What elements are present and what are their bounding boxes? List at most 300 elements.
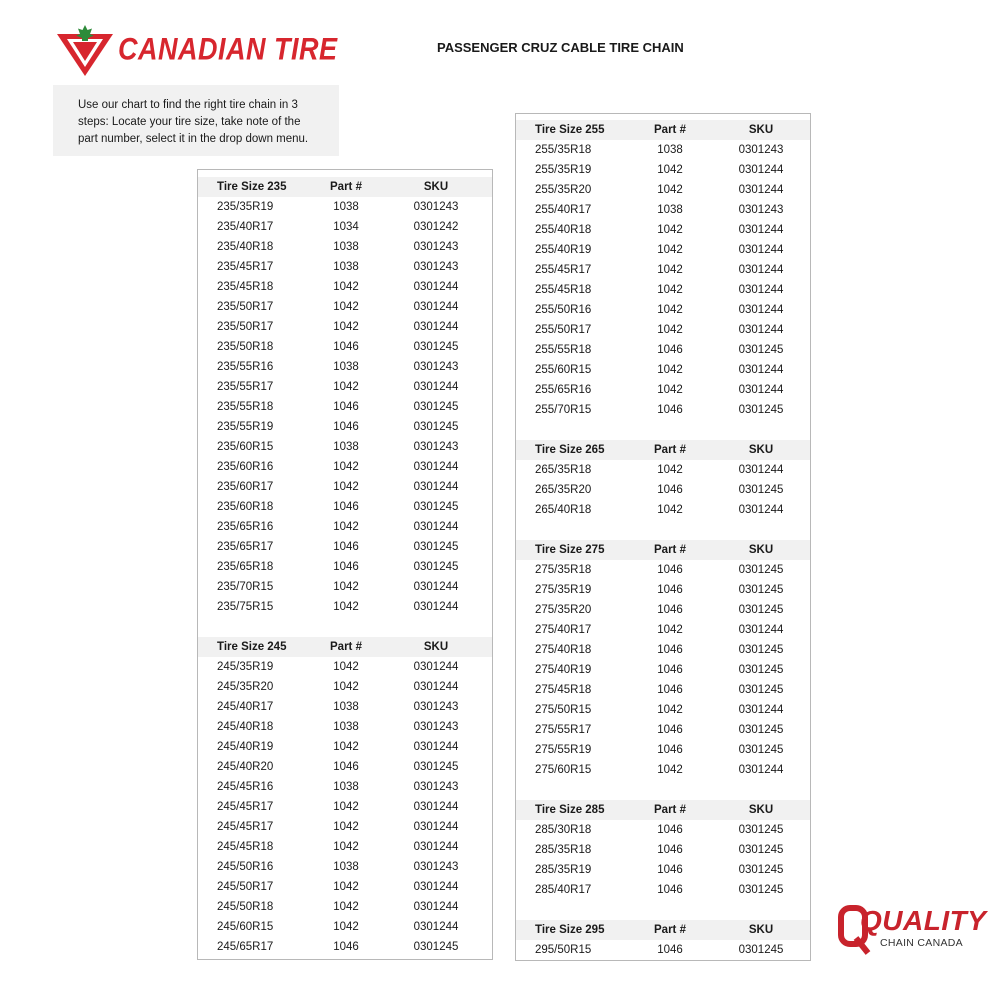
sku-cell: 0301244: [413, 681, 459, 693]
table-row: [516, 140, 810, 160]
tire-size-cell: 285/40R17: [535, 884, 592, 896]
tire-size-cell: 245/45R17: [217, 821, 274, 833]
tire-size-cell: 255/45R18: [535, 284, 592, 296]
sku-cell: 0301244: [738, 184, 784, 196]
table-row: [198, 317, 492, 337]
part-number-cell: 1042: [657, 184, 683, 196]
table-header-row: [516, 540, 810, 560]
header-part-number: Part #: [654, 124, 686, 136]
header-tire-size: Tire Size 285: [535, 804, 605, 816]
table-row: [198, 697, 492, 717]
sku-cell: 0301245: [738, 944, 784, 956]
part-number-cell: 1046: [333, 501, 359, 513]
part-number-cell: 1042: [657, 704, 683, 716]
table-row: [198, 717, 492, 737]
table-row: [516, 480, 810, 500]
tire-size-cell: 235/60R16: [217, 461, 274, 473]
tire-size-cell: 245/45R18: [217, 841, 274, 853]
table-row: [198, 297, 492, 317]
sku-cell: 0301245: [413, 341, 459, 353]
table-row: [516, 180, 810, 200]
tire-size-cell: 275/60R15: [535, 764, 592, 776]
tire-size-cell: 275/55R19: [535, 744, 592, 756]
sku-cell: 0301245: [738, 664, 784, 676]
sku-cell: 0301245: [413, 761, 459, 773]
tire-size-cell: 245/50R18: [217, 901, 274, 913]
instructions-text: Use our chart to find the right tire chain in 3 steps: Locate your tire size, take note of the part number, select it in the drop down menu.: [78, 99, 309, 145]
part-number-cell: 1042: [333, 801, 359, 813]
table-row: [516, 460, 810, 480]
tire-size-cell: 255/50R17: [535, 324, 592, 336]
tire-size-cell: 255/40R18: [535, 224, 592, 236]
part-number-cell: 1042: [333, 881, 359, 893]
table-row: [516, 320, 810, 340]
table-row: [516, 660, 810, 680]
table-row: [516, 400, 810, 420]
tire-size-cell: 235/40R17: [217, 221, 274, 233]
sku-cell: 0301243: [413, 361, 459, 373]
table-row: [198, 857, 492, 877]
part-number-cell: 1046: [657, 484, 683, 496]
part-number-cell: 1042: [333, 601, 359, 613]
tire-size-cell: 245/35R19: [217, 661, 274, 673]
sku-cell: 0301244: [413, 461, 459, 473]
sku-cell: 0301245: [738, 584, 784, 596]
partner-name: QUALITY: [860, 905, 987, 936]
tire-size-cell: 235/55R19: [217, 421, 274, 433]
tire-size-cell: 235/70R15: [217, 581, 274, 593]
part-number-cell: 1046: [333, 941, 359, 953]
part-number-cell: 1046: [657, 644, 683, 656]
sku-cell: 0301245: [738, 484, 784, 496]
sku-cell: 0301244: [413, 821, 459, 833]
sku-cell: 0301245: [738, 564, 784, 576]
part-number-cell: 1046: [657, 824, 683, 836]
tire-size-cell: 275/35R18: [535, 564, 592, 576]
part-number-cell: 1042: [333, 281, 359, 293]
tire-size-cell: 235/55R17: [217, 381, 274, 393]
tire-size-cell: 255/35R19: [535, 164, 592, 176]
tire-size-cell: 255/45R17: [535, 264, 592, 276]
part-number-cell: 1042: [657, 504, 683, 516]
part-number-cell: 1046: [333, 421, 359, 433]
sku-cell: 0301245: [738, 744, 784, 756]
tire-size-cell: 275/35R20: [535, 604, 592, 616]
table-row: [516, 500, 810, 520]
table-row: [198, 777, 492, 797]
header-tire-size: Tire Size 265: [535, 444, 605, 456]
tire-size-cell: 275/55R17: [535, 724, 592, 736]
table-header-row: [516, 440, 810, 460]
part-number-cell: 1038: [333, 241, 359, 253]
part-number-cell: 1042: [657, 224, 683, 236]
part-number-cell: 1038: [333, 261, 359, 273]
page-title: PASSENGER CRUZ CABLE TIRE CHAIN: [437, 40, 684, 55]
canadian-tire-logo: [55, 24, 338, 80]
part-number-cell: 1046: [657, 584, 683, 596]
table-row: [198, 397, 492, 417]
table-header-row: [516, 920, 810, 940]
part-number-cell: 1046: [333, 401, 359, 413]
sku-cell: 0301244: [413, 381, 459, 393]
part-number-cell: 1038: [333, 201, 359, 213]
part-number-cell: 1042: [333, 901, 359, 913]
sku-cell: 0301245: [413, 501, 459, 513]
sku-cell: 0301244: [413, 301, 459, 313]
part-number-cell: 1046: [333, 561, 359, 573]
part-number-cell: 1042: [333, 581, 359, 593]
sku-cell: 0301244: [413, 661, 459, 673]
table-row: [198, 337, 492, 357]
sku-cell: 0301244: [738, 504, 784, 516]
table-row: [198, 197, 492, 217]
header-tire-size: Tire Size 275: [535, 544, 605, 556]
table-row: [198, 577, 492, 597]
tire-size-cell: 245/40R18: [217, 721, 274, 733]
tire-size-cell: 245/35R20: [217, 681, 274, 693]
tire-size-cell: 235/65R16: [217, 521, 274, 533]
table-row: [516, 840, 810, 860]
part-number-cell: 1042: [333, 521, 359, 533]
tire-size-cell: 255/40R17: [535, 204, 592, 216]
part-number-cell: 1046: [657, 564, 683, 576]
sku-cell: 0301244: [738, 304, 784, 316]
part-number-cell: 1042: [333, 461, 359, 473]
table-row: [198, 757, 492, 777]
size-table-right: [515, 113, 811, 961]
tire-size-cell: 255/35R18: [535, 144, 592, 156]
tire-size-cell: 245/45R17: [217, 801, 274, 813]
sku-cell: 0301243: [413, 201, 459, 213]
sku-cell: 0301244: [738, 264, 784, 276]
sku-cell: 0301243: [738, 144, 784, 156]
sku-cell: 0301244: [738, 244, 784, 256]
header-part-number: Part #: [654, 544, 686, 556]
table-row: [198, 657, 492, 677]
table-row: [198, 597, 492, 617]
table-row: [516, 880, 810, 900]
tire-size-cell: 235/65R18: [217, 561, 274, 573]
tire-size-cell: 235/40R18: [217, 241, 274, 253]
tire-size-cell: 235/50R18: [217, 341, 274, 353]
sku-cell: 0301245: [413, 421, 459, 433]
part-number-cell: 1038: [333, 361, 359, 373]
table-row: [516, 220, 810, 240]
table-row: [516, 720, 810, 740]
table-gap: [516, 780, 810, 800]
tire-size-cell: 275/50R15: [535, 704, 592, 716]
sku-cell: 0301245: [738, 884, 784, 896]
sku-cell: 0301243: [413, 701, 459, 713]
sku-cell: 0301244: [738, 164, 784, 176]
table-row: [198, 377, 492, 397]
table-row: [198, 937, 492, 957]
part-number-cell: 1042: [657, 384, 683, 396]
part-number-cell: 1046: [657, 684, 683, 696]
sku-cell: 0301244: [738, 224, 784, 236]
tire-size-cell: 275/40R18: [535, 644, 592, 656]
part-number-cell: 1042: [657, 764, 683, 776]
size-table-left: [197, 169, 493, 960]
sku-cell: 0301243: [413, 441, 459, 453]
part-number-cell: 1042: [333, 381, 359, 393]
sku-cell: 0301244: [413, 481, 459, 493]
header-part-number: Part #: [330, 641, 362, 653]
tire-size-cell: 255/50R16: [535, 304, 592, 316]
sku-cell: 0301244: [738, 464, 784, 476]
table-row: [198, 257, 492, 277]
tire-size-cell: 235/60R15: [217, 441, 274, 453]
table-row: [198, 677, 492, 697]
sku-cell: 0301242: [413, 221, 459, 233]
table-row: [516, 820, 810, 840]
part-number-cell: 1042: [333, 301, 359, 313]
table-header-row: [516, 800, 810, 820]
table-row: [516, 280, 810, 300]
sku-cell: 0301244: [413, 281, 459, 293]
part-number-cell: 1038: [333, 861, 359, 873]
part-number-cell: 1042: [657, 624, 683, 636]
sku-cell: 0301244: [413, 901, 459, 913]
part-number-cell: 1038: [657, 204, 683, 216]
table-row: [516, 680, 810, 700]
tire-size-cell: 255/60R15: [535, 364, 592, 376]
sku-cell: 0301244: [738, 764, 784, 776]
part-number-cell: 1034: [333, 221, 359, 233]
table-row: [516, 260, 810, 280]
part-number-cell: 1038: [333, 701, 359, 713]
part-number-cell: 1038: [333, 441, 359, 453]
part-number-cell: 1038: [333, 721, 359, 733]
table-row: [198, 797, 492, 817]
tire-size-cell: 235/55R16: [217, 361, 274, 373]
part-number-cell: 1046: [657, 744, 683, 756]
table-header-row: [516, 120, 810, 140]
table-row: [198, 837, 492, 857]
table-row: [516, 360, 810, 380]
table-row: [198, 497, 492, 517]
sku-cell: 0301244: [413, 601, 459, 613]
maple-leaf-triangle-icon: [55, 24, 115, 80]
table-row: [516, 200, 810, 220]
sku-cell: 0301244: [413, 801, 459, 813]
header-sku: SKU: [748, 444, 774, 456]
table-gap: [198, 617, 492, 637]
tire-size-cell: 255/70R15: [535, 404, 592, 416]
table-row: [516, 380, 810, 400]
table-header-row: [198, 177, 492, 197]
table-row: [516, 640, 810, 660]
sku-cell: 0301244: [413, 881, 459, 893]
table-row: [198, 277, 492, 297]
tire-size-cell: 235/45R17: [217, 261, 274, 273]
sku-cell: 0301244: [413, 521, 459, 533]
part-number-cell: 1046: [657, 884, 683, 896]
table-row: [198, 737, 492, 757]
tire-size-cell: 295/50R15: [535, 944, 592, 956]
sku-cell: 0301244: [738, 384, 784, 396]
sku-cell: 0301245: [738, 644, 784, 656]
table-row: [516, 300, 810, 320]
brand-name: CANADIAN TIRE: [118, 32, 338, 67]
part-number-cell: 1046: [333, 341, 359, 353]
tire-size-cell: 245/45R16: [217, 781, 274, 793]
table-row: [198, 437, 492, 457]
sku-cell: 0301244: [738, 364, 784, 376]
table-row: [198, 457, 492, 477]
tire-size-cell: 235/60R17: [217, 481, 274, 493]
sku-cell: 0301244: [413, 581, 459, 593]
part-number-cell: 1038: [657, 144, 683, 156]
tire-size-cell: 265/35R20: [535, 484, 592, 496]
part-number-cell: 1042: [333, 681, 359, 693]
tire-size-cell: 265/40R18: [535, 504, 592, 516]
sku-cell: 0301244: [413, 841, 459, 853]
sku-cell: 0301245: [738, 824, 784, 836]
tire-size-cell: 245/40R17: [217, 701, 274, 713]
table-gap: [516, 900, 810, 920]
table-header-row: [198, 637, 492, 657]
sku-cell: 0301244: [413, 321, 459, 333]
sku-cell: 0301245: [738, 724, 784, 736]
table-row: [198, 897, 492, 917]
sku-cell: 0301245: [738, 344, 784, 356]
quality-chain-logo: [838, 903, 987, 963]
part-number-cell: 1042: [333, 321, 359, 333]
sku-cell: 0301244: [738, 324, 784, 336]
header-sku: SKU: [748, 924, 774, 936]
tire-size-cell: 255/65R16: [535, 384, 592, 396]
tire-size-cell: 285/30R18: [535, 824, 592, 836]
table-row: [198, 417, 492, 437]
sku-cell: 0301245: [738, 864, 784, 876]
header-tire-size: Tire Size 245: [217, 641, 287, 653]
part-number-cell: 1046: [657, 604, 683, 616]
part-number-cell: 1042: [657, 284, 683, 296]
table-row: [516, 760, 810, 780]
part-number-cell: 1042: [657, 264, 683, 276]
part-number-cell: 1042: [657, 164, 683, 176]
tire-size-cell: 245/50R17: [217, 881, 274, 893]
table-row: [198, 877, 492, 897]
sku-cell: 0301245: [413, 561, 459, 573]
partner-subtitle: CHAIN CANADA: [880, 937, 963, 949]
table-row: [516, 940, 810, 960]
sku-cell: 0301243: [413, 721, 459, 733]
sku-cell: 0301245: [413, 401, 459, 413]
table-row: [516, 240, 810, 260]
part-number-cell: 1042: [333, 841, 359, 853]
sku-cell: 0301245: [413, 941, 459, 953]
sku-cell: 0301245: [413, 541, 459, 553]
tire-size-cell: 245/50R16: [217, 861, 274, 873]
table-row: [516, 160, 810, 180]
part-number-cell: 1042: [333, 741, 359, 753]
tire-size-cell: 255/55R18: [535, 344, 592, 356]
header-part-number: Part #: [330, 181, 362, 193]
header-tire-size: Tire Size 235: [217, 181, 287, 193]
table-row: [198, 237, 492, 257]
tire-size-cell: 285/35R19: [535, 864, 592, 876]
instructions-box: [53, 85, 339, 156]
part-number-cell: 1046: [657, 664, 683, 676]
tire-size-cell: 275/45R18: [535, 684, 592, 696]
tire-size-cell: 245/60R15: [217, 921, 274, 933]
table-row: [198, 357, 492, 377]
part-number-cell: 1046: [657, 724, 683, 736]
header-part-number: Part #: [654, 924, 686, 936]
table-row: [516, 700, 810, 720]
header-tire-size: Tire Size 295: [535, 924, 605, 936]
table-row: [198, 517, 492, 537]
table-row: [198, 477, 492, 497]
header-sku: SKU: [423, 641, 449, 653]
header-part-number: Part #: [654, 804, 686, 816]
table-row: [198, 917, 492, 937]
sku-cell: 0301243: [413, 861, 459, 873]
part-number-cell: 1042: [657, 304, 683, 316]
part-number-cell: 1046: [657, 344, 683, 356]
tire-size-cell: 235/50R17: [217, 321, 274, 333]
sku-cell: 0301245: [738, 404, 784, 416]
table-row: [198, 537, 492, 557]
table-row: [516, 580, 810, 600]
part-number-cell: 1046: [657, 404, 683, 416]
tire-size-cell: 265/35R18: [535, 464, 592, 476]
part-number-cell: 1046: [657, 944, 683, 956]
part-number-cell: 1042: [657, 464, 683, 476]
table-gap: [516, 420, 810, 440]
tire-size-cell: 255/40R19: [535, 244, 592, 256]
sku-cell: 0301245: [738, 844, 784, 856]
part-number-cell: 1038: [333, 781, 359, 793]
sku-cell: 0301245: [738, 684, 784, 696]
table-gap: [516, 520, 810, 540]
header-part-number: Part #: [654, 444, 686, 456]
table-row: [516, 860, 810, 880]
table-row: [198, 217, 492, 237]
tire-size-cell: 275/40R17: [535, 624, 592, 636]
part-number-cell: 1042: [657, 324, 683, 336]
header-sku: SKU: [423, 181, 449, 193]
header-tire-size: Tire Size 255: [535, 124, 605, 136]
tire-size-cell: 245/40R19: [217, 741, 274, 753]
sku-cell: 0301244: [738, 704, 784, 716]
header-sku: SKU: [748, 544, 774, 556]
part-number-cell: 1042: [657, 244, 683, 256]
table-row: [516, 340, 810, 360]
sku-cell: 0301244: [413, 741, 459, 753]
tire-size-cell: 235/35R19: [217, 201, 274, 213]
tire-size-cell: 275/40R19: [535, 664, 592, 676]
table-row: [516, 600, 810, 620]
tire-size-cell: 235/65R17: [217, 541, 274, 553]
part-number-cell: 1042: [657, 364, 683, 376]
sku-cell: 0301244: [738, 624, 784, 636]
tire-size-cell: 255/35R20: [535, 184, 592, 196]
tire-size-cell: 235/50R17: [217, 301, 274, 313]
table-row: [516, 560, 810, 580]
table-row: [516, 620, 810, 640]
sku-cell: 0301243: [413, 261, 459, 273]
sku-cell: 0301243: [413, 781, 459, 793]
tire-size-cell: 285/35R18: [535, 844, 592, 856]
tire-size-cell: 275/35R19: [535, 584, 592, 596]
tire-size-cell: 235/45R18: [217, 281, 274, 293]
tire-size-cell: 235/75R15: [217, 601, 274, 613]
sku-cell: 0301243: [738, 204, 784, 216]
sku-cell: 0301244: [738, 284, 784, 296]
